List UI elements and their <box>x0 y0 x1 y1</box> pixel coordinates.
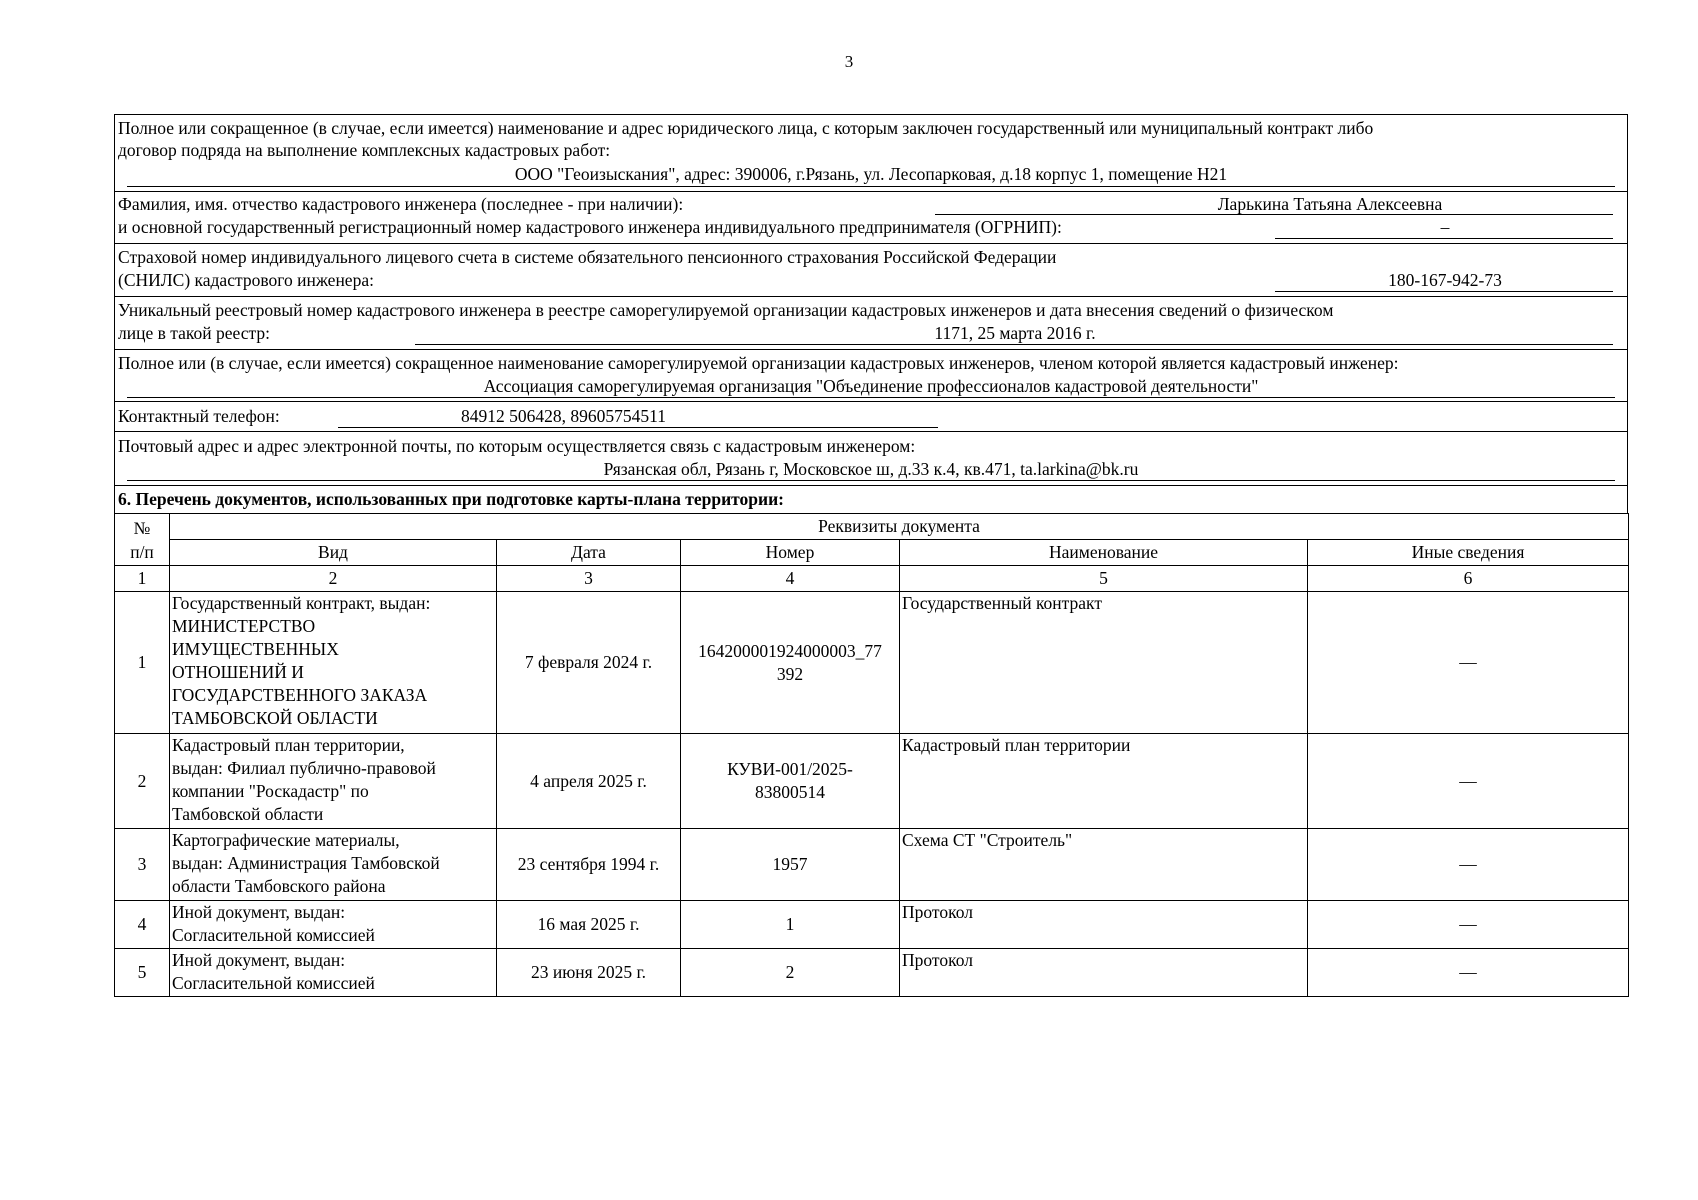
row-kind-line: ТАМБОВСКОЙ ОБЛАСТИ <box>172 708 378 728</box>
row-number-line: 1957 <box>772 854 808 874</box>
phone-section <box>115 401 1627 432</box>
table-header-row-group <box>115 514 1629 540</box>
header-num <box>115 514 170 566</box>
header-kind: Вид <box>170 540 497 566</box>
registry-section <box>115 296 1627 350</box>
header-other: Иные сведения <box>1308 540 1629 566</box>
row-doc-name: Государственный контракт <box>900 592 1308 734</box>
row-date: 23 июня 2025 г. <box>497 949 681 997</box>
column-number: 6 <box>1308 566 1629 592</box>
row-kind-line: Государственный контракт, выдан: <box>172 593 431 613</box>
row-kind-line: Иной документ, выдан: <box>172 902 346 922</box>
row-date: 16 мая 2025 г. <box>497 901 681 949</box>
row-kind <box>170 734 497 829</box>
column-number: 1 <box>115 566 170 592</box>
header-group: Реквизиты документа <box>170 514 1629 540</box>
row-kind-line: МИНИСТЕРСТВО <box>172 616 316 636</box>
column-number: 2 <box>170 566 497 592</box>
sro-section <box>115 349 1627 402</box>
row-doc-name: Схема СТ "Строитель" <box>900 829 1308 901</box>
row-date: 7 февраля 2024 г. <box>497 592 681 734</box>
row-kind-line: ОТНОШЕНИЙ И <box>172 662 304 682</box>
contractor-label-line1: Полное или сокращенное (в случае, если имеется) наименование и адрес юридического лица, с которым заключен государственный или муниципальный контракт либо <box>118 118 1374 138</box>
postal-section <box>115 431 1627 486</box>
row-date: 23 сентября 1994 г. <box>497 829 681 901</box>
row-doc-name: Кадастровый план территории <box>900 734 1308 829</box>
header-number: Номер <box>681 540 900 566</box>
row-number <box>681 734 900 829</box>
sro-value: Ассоциация саморегулируемая организация "Объединение профессионалов кадастровой деятельности" <box>483 376 1259 396</box>
row-number-line: 1 <box>785 914 795 934</box>
header-num-line2: п/п <box>130 541 154 562</box>
row-kind-line: Картографические материалы, <box>172 830 400 850</box>
registry-label-line2: лице в такой реестр: <box>118 323 270 343</box>
row-doc-name: Протокол <box>900 901 1308 949</box>
row-other: — <box>1308 949 1629 997</box>
row-kind-line: ГОСУДАРСТВЕННОГО ЗАКАЗА <box>172 685 428 705</box>
column-number: 5 <box>900 566 1308 592</box>
table-row <box>115 829 1629 901</box>
row-number-line: 2 <box>785 962 795 982</box>
ogrnip-value: – <box>1440 217 1450 237</box>
registry-value: 1171, 25 марта 2016 г. <box>934 323 1096 343</box>
page-number: 3 <box>844 52 854 71</box>
documents-table <box>114 513 1629 997</box>
row-number-line: 392 <box>776 663 804 684</box>
row-kind-line: области Тамбовского района <box>172 876 386 896</box>
table-row <box>115 592 1629 734</box>
row-kind-line: Тамбовской области <box>172 804 324 824</box>
row-number <box>681 829 900 901</box>
contractor-section <box>115 115 1627 191</box>
snils-label-line1: Страховой номер индивидуального лицевого счета в системе обязательного пенсионного страхования Российской Федерации <box>118 247 1057 267</box>
table-row <box>115 734 1629 829</box>
table-row <box>115 949 1629 997</box>
phone-value: 84912 506428, 89605754511 <box>461 406 666 426</box>
table-column-numbers-row <box>115 566 1629 592</box>
engineer-section <box>115 191 1627 244</box>
row-kind-line: выдан: Администрация Тамбовской <box>172 853 440 873</box>
engineer-name-label: Фамилия, имя. отчество кадастрового инженера (последнее - при наличии): <box>118 194 684 214</box>
row-kind-line: Согласительной комиссией <box>172 925 375 945</box>
postal-label: Почтовый адрес и адрес электронной почты, по которым осуществляется связь с кадастровым инженером: <box>118 436 916 456</box>
row-number-line: 83800514 <box>755 782 825 802</box>
row-number <box>681 949 900 997</box>
row-kind-line: Согласительной комиссией <box>172 973 375 993</box>
header-name: Наименование <box>900 540 1308 566</box>
header-date: Дата <box>497 540 681 566</box>
row-other: — <box>1308 901 1629 949</box>
row-other: — <box>1308 829 1629 901</box>
row-kind <box>170 901 497 949</box>
row-number <box>681 901 900 949</box>
row-kind <box>170 949 497 997</box>
row-num: 3 <box>115 829 170 901</box>
row-num: 2 <box>115 734 170 829</box>
row-num: 1 <box>115 592 170 734</box>
section6-title: 6. Перечень документов, использованных при подготовке карты-плана территории: <box>118 489 784 509</box>
row-kind <box>170 592 497 734</box>
row-other: — <box>1308 734 1629 829</box>
row-other: — <box>1308 592 1629 734</box>
contractor-label-line2: договор подряда на выполнение комплексных кадастровых работ: <box>118 140 611 160</box>
registry-label-line1: Уникальный реестровый номер кадастрового инженера в реестре саморегулируемой организации кадастровых инженеров и дата внесения сведений о физическом <box>118 300 1334 320</box>
column-number: 4 <box>681 566 900 592</box>
table-row <box>115 901 1629 949</box>
engineer-name-value: Ларькина Татьяна Алексеевна <box>1217 194 1443 214</box>
section6-title-row <box>115 485 1627 514</box>
row-kind-line: Иной документ, выдан: <box>172 950 346 970</box>
sro-label: Полное или (в случае, если имеется) сокращенное наименование саморегулируемой организации кадастровых инженеров, членом которой является кадастровый инженер: <box>118 353 1399 373</box>
row-kind-line: Кадастровый план территории, <box>172 735 405 755</box>
snils-value: 180-167-942-73 <box>1388 270 1502 290</box>
table-header-row-columns <box>115 540 1629 566</box>
row-number <box>681 592 900 734</box>
snils-section <box>115 243 1627 297</box>
row-date: 4 апреля 2025 г. <box>497 734 681 829</box>
engineer-info-box <box>114 114 1628 514</box>
column-number: 3 <box>497 566 681 592</box>
row-num: 4 <box>115 901 170 949</box>
row-kind-line: ИМУЩЕСТВЕННЫХ <box>172 639 339 659</box>
row-number-line: 164200001924000003_77 <box>698 640 882 661</box>
snils-label-line2: (СНИЛС) кадастрового инженера: <box>118 270 374 290</box>
row-doc-name: Протокол <box>900 949 1308 997</box>
ogrnip-label: и основной государственный регистрационный номер кадастрового инженера индивидуального предпринимателя (ОГРНИП): <box>118 217 1062 237</box>
contractor-value: ООО "Геоизыскания", адрес: 390006, г.Рязань, ул. Лесопарковая, д.18 корпус 1, помещение Н21 <box>514 164 1228 184</box>
row-kind-line: компании "Роскадастр" по <box>172 781 369 801</box>
postal-value: Рязанская обл, Рязань г, Московское ш, д.33 к.4, кв.471, ta.larkina@bk.ru <box>603 459 1139 479</box>
header-num-line1: № <box>133 517 151 538</box>
row-number-line: КУВИ-001/2025- <box>727 759 853 779</box>
row-kind <box>170 829 497 901</box>
row-num: 5 <box>115 949 170 997</box>
row-kind-line: выдан: Филиал публично-правовой <box>172 758 436 778</box>
phone-label: Контактный телефон: <box>118 406 280 426</box>
